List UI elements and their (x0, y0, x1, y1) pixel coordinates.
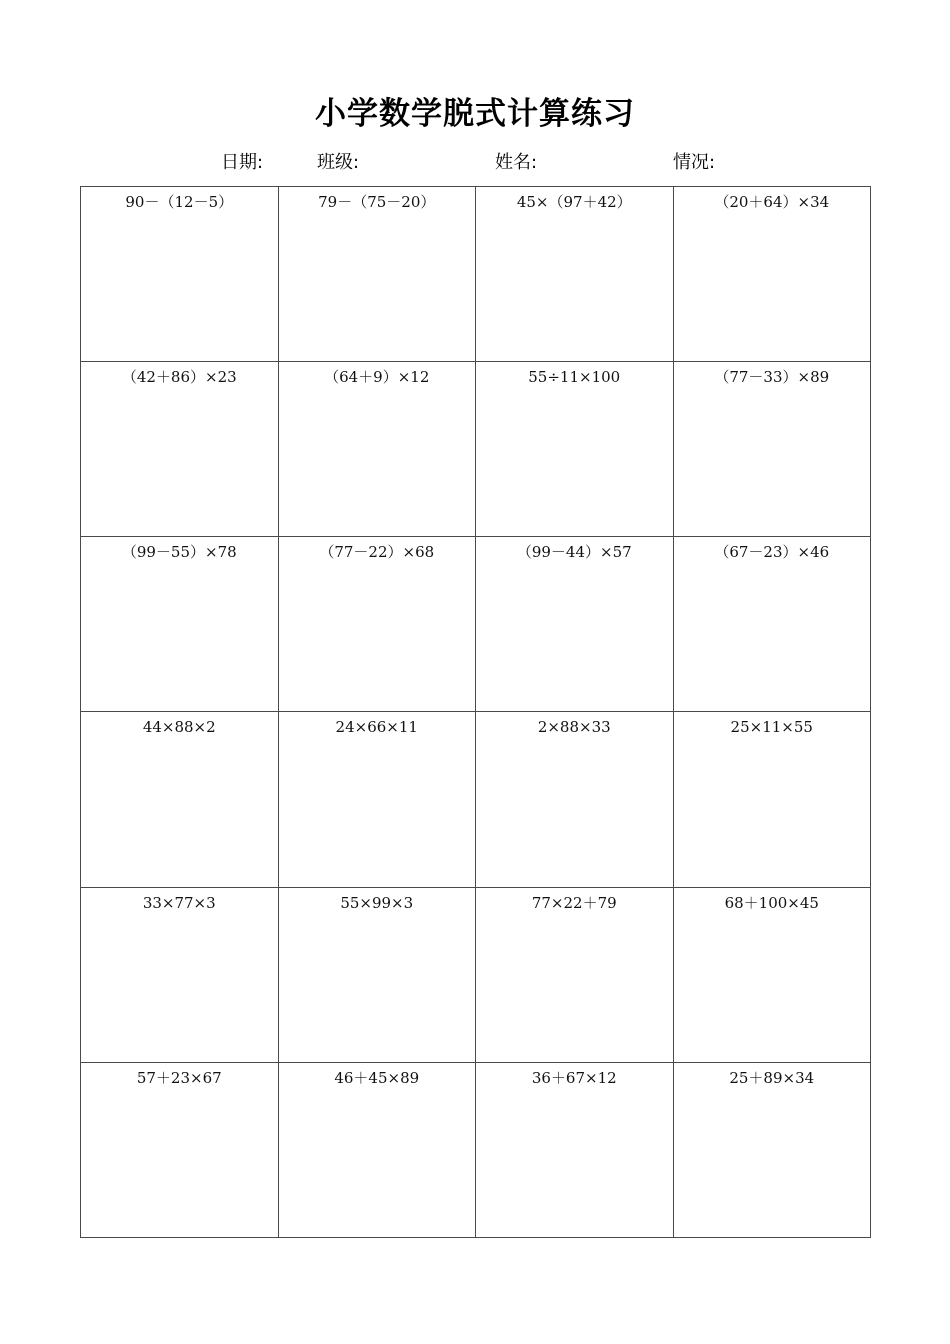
problem-text: （64＋9）×12 (324, 368, 430, 387)
problem-cell[interactable] (673, 712, 871, 887)
problem-text: 55÷11×100 (528, 368, 621, 387)
problem-text: （77－33）×89 (714, 368, 830, 387)
problem-cell[interactable] (673, 537, 871, 712)
problem-text: 44×88×2 (142, 718, 216, 737)
problem-cell[interactable] (278, 187, 476, 362)
problem-row (81, 1062, 871, 1237)
problem-text: 24×66×11 (335, 718, 418, 737)
problem-cell[interactable] (278, 1062, 476, 1237)
problem-text: 55×99×3 (340, 893, 414, 912)
problem-cell[interactable] (476, 1062, 674, 1237)
problem-grid (80, 186, 871, 1238)
problem-cell[interactable] (278, 362, 476, 537)
problem-text: 57＋23×67 (136, 1068, 222, 1087)
problem-text: （77－22）×68 (319, 543, 435, 562)
problem-text: 68＋100×45 (724, 893, 819, 912)
class-label: 班级: (317, 152, 360, 173)
problem-cell[interactable] (81, 887, 279, 1062)
problem-cell[interactable] (476, 362, 674, 537)
problem-cell[interactable] (278, 712, 476, 887)
problem-cell[interactable] (81, 537, 279, 712)
problem-text: 79－（75－20） (318, 193, 436, 211)
problem-cell[interactable] (81, 362, 279, 537)
problem-cell[interactable] (476, 712, 674, 887)
problem-text: （99－44）×57 (516, 543, 632, 562)
problem-row (81, 537, 871, 712)
problem-cell[interactable] (673, 362, 871, 537)
page-title: 小学数学脱式计算练习 (315, 96, 635, 132)
problem-text: 46＋45×89 (334, 1068, 420, 1087)
problem-cell[interactable] (476, 187, 674, 362)
problem-cell[interactable] (81, 187, 279, 362)
problem-text: 36＋67×12 (531, 1068, 617, 1087)
problem-cell[interactable] (673, 1062, 871, 1237)
problem-row (81, 712, 871, 887)
problem-cell[interactable] (476, 537, 674, 712)
date-label: 日期: (221, 152, 264, 173)
problem-text: 33×77×3 (142, 893, 216, 912)
problem-text: （99－55）×78 (121, 543, 237, 562)
problem-text: （42＋86）×23 (121, 368, 237, 387)
problem-text: 45×（97＋42） (516, 193, 632, 211)
problem-text: 2×88×33 (537, 718, 611, 737)
problem-row (81, 187, 871, 362)
problem-cell[interactable] (476, 887, 674, 1062)
problem-cell[interactable] (278, 537, 476, 712)
problem-text: 25＋89×34 (729, 1068, 815, 1087)
problem-text: 90－（12－5） (125, 193, 234, 211)
problem-text: 25×11×55 (730, 718, 813, 737)
problem-row (81, 362, 871, 537)
problem-row (81, 887, 871, 1062)
problem-cell[interactable] (81, 1062, 279, 1237)
name-label: 姓名: (495, 152, 538, 173)
problem-text: 77×22＋79 (531, 893, 617, 912)
problem-text: （67－23）×46 (714, 543, 830, 562)
problem-cell[interactable] (673, 887, 871, 1062)
status-label: 情况: (673, 152, 716, 173)
problem-cell[interactable] (278, 887, 476, 1062)
problem-cell[interactable] (673, 187, 871, 362)
problem-cell[interactable] (81, 712, 279, 887)
problem-text: （20＋64）×34 (714, 193, 830, 211)
